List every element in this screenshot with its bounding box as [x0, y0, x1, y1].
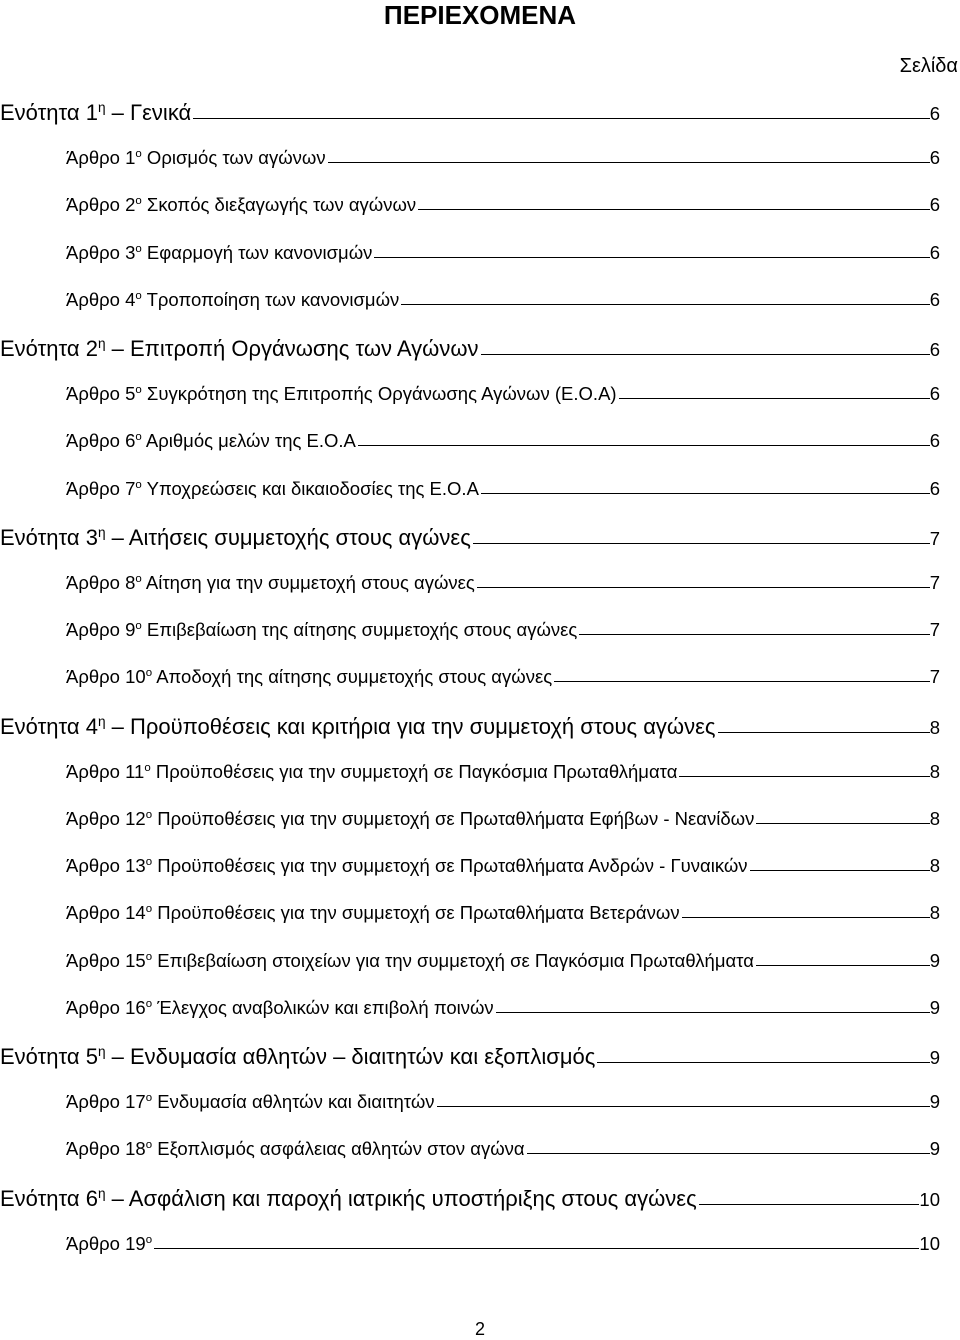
- toc-page-number: 6: [929, 194, 940, 216]
- toc-page-number: 6: [929, 147, 940, 169]
- toc-entry-title: – Γενικά: [105, 100, 192, 125]
- toc-page-number: 7: [929, 666, 940, 688]
- toc-page-number: 7: [929, 572, 940, 593]
- toc-leader-line: [619, 398, 930, 399]
- toc-entry-title: Αριθμός μελών της Ε.Ο.Α: [141, 430, 356, 452]
- toc-article-entry[interactable]: [66, 619, 940, 641]
- toc-entry-title: Προϋποθέσεις για την συμμετοχή σε Πρωταθλήματα Βετεράνων: [152, 902, 680, 924]
- toc-page-number: 9: [929, 1138, 940, 1160]
- toc-entry-label: [66, 997, 494, 1019]
- toc-page-number: 6: [929, 339, 940, 360]
- toc-entry-ordinal-suffix: ο: [145, 997, 153, 1010]
- toc-entry-title: Αποδοχή της αίτησης συμμετοχής στους αγώνες: [152, 666, 553, 688]
- toc-article-entry[interactable]: [66, 478, 940, 500]
- toc-entry-ordinal-suffix: ο: [145, 903, 153, 916]
- toc-entry-ordinal-suffix: ο: [135, 620, 142, 633]
- toc-entry-ordinal-suffix: ο: [145, 856, 153, 869]
- toc-entry-label: [66, 666, 552, 688]
- toc-section-entry[interactable]: [0, 714, 940, 740]
- toc-leader-line: [756, 823, 929, 824]
- toc-leader-line: [401, 304, 929, 305]
- toc-entry-title: Προϋποθέσεις για την συμμετοχή σε Πρωταθλήματα Εφήβων - Νεανίδων: [152, 808, 755, 829]
- toc-page-number: 9: [929, 1047, 940, 1068]
- toc-section-entry[interactable]: [0, 336, 940, 362]
- toc-entry-label: [66, 950, 754, 972]
- toc-entry-ordinal-suffix: ο: [144, 761, 151, 774]
- toc-entry-label: [66, 1233, 152, 1255]
- toc-page-number: 10: [919, 1188, 940, 1210]
- toc-article-entry[interactable]: [66, 666, 940, 688]
- toc-leader-line: [527, 1153, 930, 1154]
- toc-entry-ordinal-suffix: η: [97, 1043, 106, 1059]
- toc-entry-prefix: Άρθρο 11: [66, 760, 145, 782]
- toc-entry-label: [66, 1091, 435, 1113]
- toc-leader-line: [496, 1012, 930, 1013]
- toc-leader-line: [481, 354, 930, 355]
- toc-leader-line: [358, 445, 930, 446]
- toc-page-number: 6: [929, 383, 940, 405]
- toc-entry-ordinal-suffix: η: [97, 99, 106, 115]
- toc-entry-label: [0, 1186, 697, 1212]
- toc-entry-ordinal-suffix: ο: [135, 573, 142, 586]
- toc-leader-line: [481, 493, 930, 494]
- toc-leader-line: [756, 965, 930, 966]
- toc-entry-prefix: Ενότητα 1: [0, 100, 98, 125]
- toc-entry-ordinal-suffix: ο: [145, 1092, 153, 1105]
- toc-entry-label: [66, 761, 677, 783]
- toc-entry-title: Ορισμός των αγώνων: [141, 147, 326, 169]
- toc-article-entry[interactable]: [66, 1233, 940, 1255]
- toc-entry-title: Επιβεβαίωση στοιχείων για την συμμετοχή σε Παγκόσμια Πρωταθλήματα: [152, 949, 754, 971]
- toc-page-number: 6: [929, 477, 940, 499]
- toc-entry-ordinal-suffix: ο: [135, 289, 142, 302]
- toc-entry-label: [66, 1138, 525, 1160]
- toc-entry-prefix: Ενότητα 4: [0, 713, 98, 739]
- toc-entry-title: Επιβεβαίωση της αίτησης συμμετοχής στους αγώνες: [141, 619, 578, 641]
- toc-entry-label: [0, 1044, 595, 1070]
- toc-section-entry[interactable]: [0, 1186, 940, 1212]
- toc-entry-title: Προϋποθέσεις για την συμμετοχή σε Πρωταθλήματα Ανδρών - Γυναικών: [152, 855, 748, 877]
- toc-article-entry[interactable]: [66, 997, 940, 1019]
- page-title: ΠΕΡΙΕΧΟΜΕΝΑ: [383, 0, 577, 30]
- toc-entry-title: Αίτηση για την συμμετοχή στους αγώνες: [141, 572, 475, 593]
- toc-article-entry[interactable]: [66, 242, 940, 264]
- toc-entry-ordinal-suffix: ο: [135, 478, 142, 491]
- toc-entry-label: [66, 619, 577, 641]
- toc-entry-prefix: Άρθρο 17: [66, 1091, 146, 1113]
- toc-leader-line: [477, 587, 930, 588]
- toc-entry-title: – Επιτροπή Οργάνωσης των Αγώνων: [105, 336, 479, 361]
- toc-article-entry[interactable]: [66, 902, 940, 924]
- toc-entry-label: [66, 478, 479, 500]
- toc-leader-line: [679, 776, 929, 777]
- toc-entry-label: [0, 525, 471, 551]
- toc-entry-label: [66, 383, 617, 405]
- toc-entry-label: [0, 714, 716, 740]
- toc-article-entry[interactable]: [66, 761, 940, 783]
- toc-entry-prefix: Άρθρο 4: [66, 288, 136, 310]
- toc-section-entry[interactable]: [0, 1044, 940, 1070]
- toc-article-entry[interactable]: [66, 572, 940, 594]
- toc-page-number: 6: [929, 241, 940, 263]
- toc-entry-label: [66, 808, 754, 830]
- toc-article-entry[interactable]: [66, 855, 940, 877]
- toc-entry-title: – Προϋποθέσεις και κριτήρια για την συμμετοχή στους αγώνες: [105, 713, 716, 739]
- toc-entry-ordinal-suffix: ο: [135, 242, 142, 255]
- toc-entry-prefix: Άρθρο 16: [66, 996, 146, 1018]
- toc-leader-line: [154, 1248, 919, 1249]
- toc-entry-label: [66, 855, 748, 877]
- toc-entry-prefix: Άρθρο 12: [66, 808, 146, 829]
- toc-entry-ordinal-suffix: η: [97, 524, 106, 540]
- toc-page-number: 6: [929, 430, 940, 452]
- toc-page-number: 8: [929, 716, 940, 738]
- toc-leader-line: [437, 1106, 930, 1107]
- toc-leader-line: [374, 257, 929, 258]
- toc-entry-ordinal-suffix: ο: [145, 809, 153, 822]
- toc-entry-ordinal-suffix: ο: [145, 667, 153, 680]
- toc-entry-title: Τροποποίηση των κανονισμών: [141, 288, 400, 310]
- toc-entry-prefix: Άρθρο 15: [66, 949, 146, 971]
- toc-entry-ordinal-suffix: ο: [145, 1233, 153, 1246]
- toc-entry-title: Εφαρμογή των κανονισμών: [141, 241, 373, 263]
- toc-page-number: 8: [929, 855, 940, 877]
- toc-page-number: 6: [929, 103, 940, 124]
- toc-entry-prefix: Ενότητα 2: [0, 336, 98, 361]
- toc-entry-ordinal-suffix: ο: [145, 950, 153, 963]
- toc-article-entry[interactable]: [66, 950, 940, 972]
- toc-article-entry[interactable]: [66, 147, 940, 169]
- toc-entry-prefix: Άρθρο 19: [66, 1232, 146, 1254]
- toc-entry-prefix: Άρθρο 6: [66, 430, 136, 452]
- toc-entry-prefix: Άρθρο 10: [66, 666, 146, 688]
- toc-entry-label: [66, 430, 356, 452]
- toc-entry-title: Υποχρεώσεις και δικαιοδοσίες της Ε.Ο.Α: [141, 477, 479, 499]
- toc-entry-prefix: Άρθρο 7: [66, 477, 136, 499]
- toc-article-entry[interactable]: [66, 383, 940, 405]
- toc-entry-ordinal-suffix: η: [97, 713, 106, 729]
- toc-section-entry[interactable]: [0, 100, 940, 126]
- toc-entry-label: [66, 289, 399, 311]
- toc-article-entry[interactable]: [66, 808, 940, 830]
- toc-entry-prefix: Άρθρο 3: [66, 241, 136, 263]
- footer-page-number: 2: [474, 1319, 485, 1339]
- toc-entry-title: Σκοπός διεξαγωγής των αγώνων: [141, 194, 417, 216]
- toc-entry-ordinal-suffix: η: [97, 335, 106, 351]
- toc-article-entry[interactable]: [66, 194, 940, 216]
- toc-entry-title: – Ενδυμασία αθλητών – διαιτητών και εξοπλισμός: [105, 1044, 596, 1069]
- toc-entry-label: [0, 100, 191, 126]
- toc-entry-ordinal-suffix: ο: [135, 148, 142, 161]
- toc-leader-line: [750, 870, 930, 871]
- toc-entry-prefix: Άρθρο 8: [66, 572, 136, 593]
- toc-entry-ordinal-suffix: ο: [135, 384, 142, 397]
- toc-entry-title: – Αιτήσεις συμμετοχής στους αγώνες: [105, 524, 471, 550]
- toc-page-number: 10: [919, 1232, 940, 1254]
- toc-page-number: 7: [929, 527, 940, 549]
- toc-entry-label: [66, 902, 680, 924]
- toc-section-entry[interactable]: [0, 525, 940, 551]
- toc-leader-line: [418, 209, 930, 210]
- toc-entry-prefix: Άρθρο 9: [66, 619, 136, 641]
- toc-entry-prefix: Ενότητα 5: [0, 1044, 98, 1069]
- toc-entry-title: Έλεγχος αναβολικών και επιβολή ποινών: [152, 996, 494, 1018]
- toc-entry-ordinal-suffix: ο: [135, 431, 142, 444]
- toc-page-number: 8: [929, 760, 940, 782]
- toc-leader-line: [473, 543, 930, 544]
- toc-entry-title: Προϋποθέσεις για την συμμετοχή σε Παγκόσμια Πρωταθλήματα: [150, 760, 678, 782]
- toc-leader-line: [328, 162, 930, 163]
- page-column-header: Σελίδα: [899, 55, 958, 77]
- toc-entry-title: Εξοπλισμός ασφάλειας αθλητών στον αγώνα: [152, 1138, 525, 1160]
- toc-article-entry[interactable]: [66, 1138, 940, 1160]
- toc-entry-ordinal-suffix: η: [97, 1185, 106, 1201]
- toc-leader-line: [579, 634, 929, 635]
- toc-leader-line: [597, 1062, 929, 1063]
- toc-leader-line: [554, 681, 930, 682]
- toc-article-entry[interactable]: [66, 1091, 940, 1113]
- toc-page-number: 7: [929, 619, 940, 641]
- toc-page-number: 6: [929, 288, 940, 310]
- toc-entry-label: [66, 194, 416, 216]
- toc-article-entry[interactable]: [66, 430, 940, 452]
- toc-page-number: 9: [929, 996, 940, 1018]
- toc-entry-title: Συγκρότηση της Επιτροπής Οργάνωσης Αγώνων (Ε.Ο.Α): [141, 383, 617, 405]
- toc-entry-prefix: Ενότητα 6: [0, 1185, 98, 1211]
- toc-leader-line: [193, 118, 929, 119]
- toc-leader-line: [682, 917, 930, 918]
- toc-page-number: 8: [929, 808, 940, 829]
- toc-entry-prefix: Άρθρο 1: [66, 147, 136, 169]
- toc-entry-prefix: Άρθρο 18: [66, 1138, 146, 1160]
- toc-leader-line: [699, 1204, 920, 1205]
- toc-page-number: 8: [929, 902, 940, 924]
- toc-entry-label: [66, 242, 372, 264]
- toc-entry-prefix: Άρθρο 2: [66, 194, 136, 216]
- toc-entry-label: [0, 336, 479, 362]
- toc-entry-label: [66, 572, 475, 594]
- toc-page-number: 9: [929, 949, 940, 971]
- toc-page-number: 9: [929, 1091, 940, 1113]
- toc-article-entry[interactable]: [66, 289, 940, 311]
- toc-entry-prefix: Άρθρο 14: [66, 902, 146, 924]
- toc-entry-title: Ενδυμασία αθλητών και διαιτητών: [152, 1091, 435, 1113]
- toc-entry-prefix: Άρθρο 5: [66, 383, 136, 405]
- toc-entry-prefix: Ενότητα 3: [0, 524, 98, 550]
- toc-leader-line: [718, 732, 930, 733]
- toc-entry-prefix: Άρθρο 13: [66, 855, 146, 877]
- toc-entry-ordinal-suffix: ο: [145, 1139, 153, 1152]
- toc-entry-label: [66, 147, 326, 169]
- toc-entry-ordinal-suffix: ο: [135, 195, 142, 208]
- toc-entry-title: – Ασφάλιση και παροχή ιατρικής υποστήριξης στους αγώνες: [105, 1185, 697, 1211]
